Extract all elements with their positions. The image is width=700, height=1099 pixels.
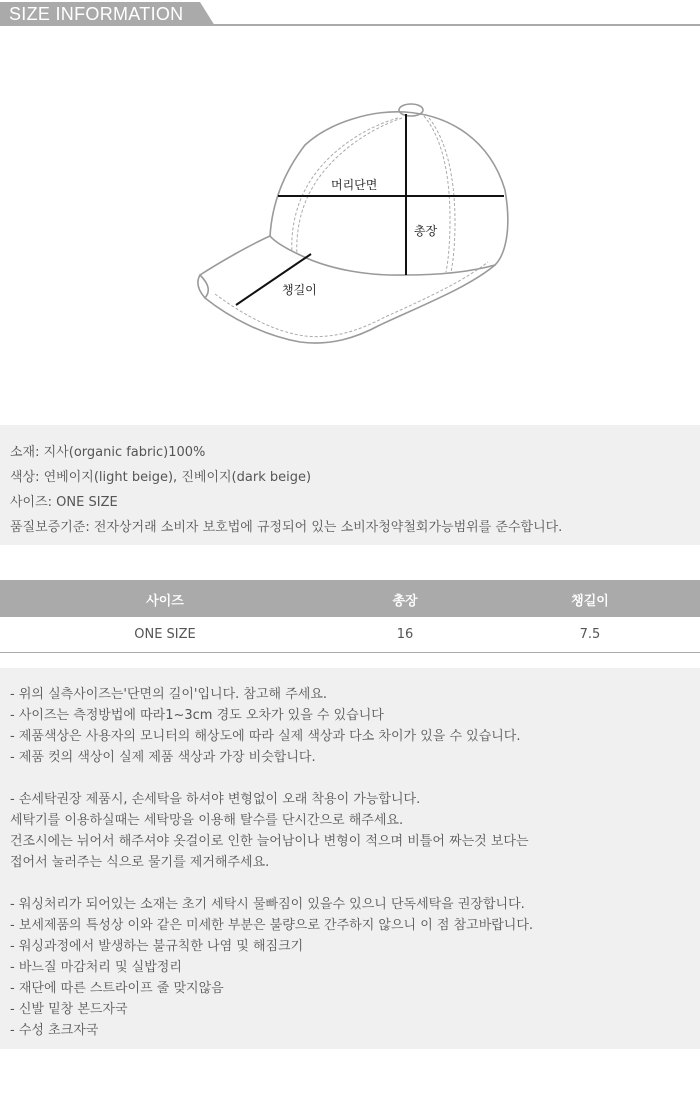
note-line: 건조시에는 뉘어서 해주셔야 옷걸이로 인한 늘어남이나 변형이 적으며 비틀어 짜는것 보다는 xyxy=(10,834,529,849)
table-row xyxy=(0,617,700,653)
note-line: 세탁기를 이용하실때는 세탁망을 이용해 탈수를 단시간으로 해주세요. xyxy=(10,813,404,828)
material-line: 소재: 지사(organic fabric)100% xyxy=(10,445,206,460)
size-line: 사이즈: ONE SIZE xyxy=(10,495,118,510)
note-line: - 제품 컷의 색상이 실제 제품 색상과 가장 비슷합니다. xyxy=(10,750,316,765)
note-line: - 신발 밑창 본드자국 xyxy=(10,1002,128,1017)
note-line: 접어서 눌러주는 식으로 물기를 제거해주세요. xyxy=(10,855,270,870)
header-divider xyxy=(213,24,700,26)
note-line: - 바느질 마감처리 및 실밥정리 xyxy=(10,960,182,975)
note-line: - 보세제품의 특성상 이와 같은 미세한 부분은 불량으로 간주하지 않으니 이 점 참고바랍니다. xyxy=(10,918,534,933)
product-info xyxy=(0,425,700,545)
note-line: - 재단에 따른 스트라이프 줄 맞지않음 xyxy=(10,981,224,996)
note-line: - 워싱처리가 되어있는 소재는 초기 세탁시 물빠짐이 있을수 있으니 단독세탁을 권장합니다. xyxy=(10,897,525,912)
section-header xyxy=(0,0,700,28)
note-line: - 손세탁권장 제품시, 손세탁을 하셔야 변형없이 오래 착용이 가능합니다. xyxy=(10,792,421,807)
care-notes xyxy=(0,668,700,1049)
warranty-line: 품질보증기준: 전자상거래 소비자 보호법에 규정되어 있는 소비자청약철회가능범위를 준수합니다. xyxy=(10,520,563,535)
cell-brim-length: 7.5 xyxy=(579,627,601,642)
cell-total-length: 16 xyxy=(396,627,414,642)
note-line: - 제품색상은 사용자의 모니터의 해상도에 따라 실제 색상과 다소 차이가 있을 수 있습니다. xyxy=(10,729,521,744)
hat-diagram xyxy=(0,30,700,424)
note-line: - 수성 초크자국 xyxy=(10,1023,99,1038)
color-line: 색상: 연베이지(light beige), 진베이지(dark beige) xyxy=(10,470,312,485)
brim-length-label: 챙길이 xyxy=(282,283,317,297)
cell-size: ONE SIZE xyxy=(134,627,196,642)
section-title: SIZE INFORMATION xyxy=(9,4,184,24)
note-line: - 사이즈는 측정방법에 따라1~3cm 경도 오차가 있을 수 있습니다 xyxy=(10,708,384,723)
circumference-label: 머리단면 xyxy=(331,178,378,192)
header-brim-length: 챙길이 xyxy=(571,594,609,609)
header-size: 사이즈 xyxy=(146,594,184,609)
note-line: - 위의 실측사이즈는'단면의 길이'입니다. 참고해 주세요. xyxy=(10,687,328,702)
note-line: - 워싱과정에서 발생하는 불규칙한 나염 및 해짐크기 xyxy=(10,939,304,954)
header-total-length: 총장 xyxy=(392,594,418,609)
total-length-label: 총장 xyxy=(414,224,438,238)
cap-illustration xyxy=(0,30,700,424)
table-header xyxy=(0,580,700,617)
